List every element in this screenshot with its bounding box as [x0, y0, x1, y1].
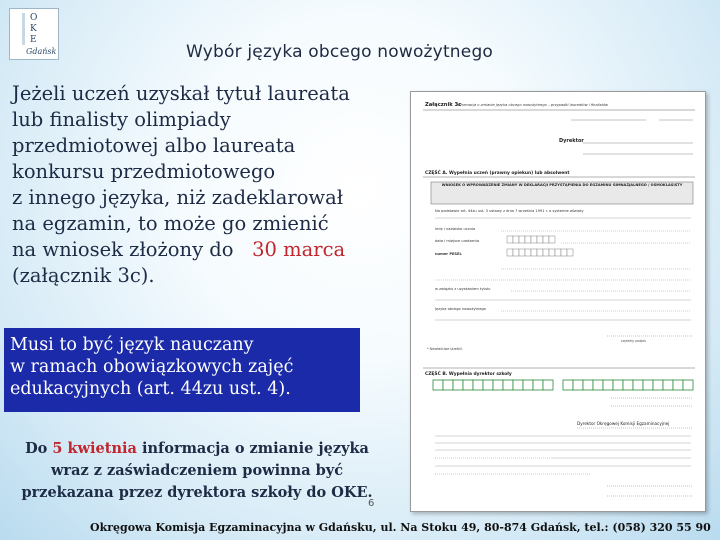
main-line: na egzamin, to może go zmienić — [12, 212, 329, 235]
doc-section-a: CZĘŚĆ A. Wypełnia uczeń (prawny opiekun) lub absolwent — [425, 171, 570, 176]
main-line: konkursu przedmiotowego — [12, 160, 276, 183]
doc-header-text: Informacja o zmianie języka obcego nowożytnego – przypadki laureatów i finalistów — [457, 103, 609, 107]
highlight-line: w ramach obowiązkowych zajęć — [10, 357, 294, 377]
doc-green-boxes — [433, 380, 693, 390]
note-deadline: 5 kwietnia — [52, 440, 137, 457]
note-line: przekazana przez dyrektora szkoły do OKE. — [21, 484, 373, 501]
doc-director-footer: Dyrektor Okręgowej Komisji Egzaminacyjnej — [577, 421, 670, 426]
doc-signature-label: czytelny podpis — [621, 339, 646, 343]
doc-legal-text: Na podstawie art. 44zu ust. 3 ustawy z dnia 7 września 1991 r. o systemie oświaty — [435, 209, 584, 213]
main-line: lub finalisty olimpiady — [12, 108, 231, 131]
logo-city: Gdańsk — [26, 47, 57, 56]
note-text: Do — [25, 440, 48, 457]
highlight-line: edukacyjnych (art. 44zu ust. 4). — [10, 379, 291, 399]
doc-field-label: numer PESEL — [435, 252, 462, 256]
doc-field-label: imię i nazwisko ucznia — [435, 227, 476, 231]
highlight-box — [4, 328, 360, 412]
logo-letter-e: E — [30, 35, 37, 45]
deadline-date: 30 marca — [252, 238, 346, 261]
note-line — [12, 438, 382, 460]
doc-section-b: CZĘŚĆ B. Wypełnia dyrektor szkoły — [425, 372, 512, 377]
logo-bar — [22, 13, 25, 45]
doc-director-label: Dyrektor — [559, 138, 584, 144]
main-line: przedmiotowej albo laureata — [12, 134, 296, 157]
main-line: z innego języka, niż zadeklarował — [12, 186, 344, 209]
logo-letter-k: K — [30, 24, 37, 34]
main-paragraph — [12, 81, 402, 289]
main-line-text: na wniosek złożony do — [12, 238, 234, 261]
doc-field-label: w związku z uzyskaniem tytułu — [435, 287, 491, 291]
doc-pesel-boxes — [507, 249, 573, 256]
doc-field-label: data i miejsce urodzenia — [435, 239, 480, 243]
doc-footnote: * Niewłaściwe skreślić. — [427, 347, 464, 351]
oke-logo — [9, 8, 59, 60]
highlight-line: Musi to być język nauczany — [10, 335, 254, 355]
slide-title: Wybór języka obcego nowożytnego — [186, 42, 494, 62]
doc-digit-boxes — [507, 236, 555, 243]
doc-request-heading: WNIOSEK O WPROWADZENIE ZMIANY W DEKLARACJI PRZYSTĄPIENIA DO EGZAMINU GIMNAZJALNEGO / ÓSMOKLASISTY — [441, 183, 683, 187]
deadline-note — [12, 438, 382, 504]
main-line: (załącznik 3c). — [12, 264, 155, 287]
form-document-image — [410, 91, 706, 512]
logo-letter-o: O — [30, 13, 38, 23]
note-line: wraz z zaświadczeniem powinna być — [50, 462, 344, 479]
page-number: 6 — [368, 498, 375, 509]
note-text: informacja o zmianie języka — [141, 440, 369, 457]
doc-field-label: języka obcego nowożytnego — [435, 307, 486, 311]
footer-address: Okręgowa Komisja Egzaminacyjna w Gdańsku, ul. Na Stoku 49, 80-874 Gdańsk, tel.: (058) 320 55 90 — [90, 521, 711, 534]
doc-attachment-label: Załącznik 3c — [425, 102, 462, 108]
main-line — [12, 237, 402, 263]
main-line: Jeżeli uczeń uzyskał tytuł laureata — [12, 82, 350, 105]
